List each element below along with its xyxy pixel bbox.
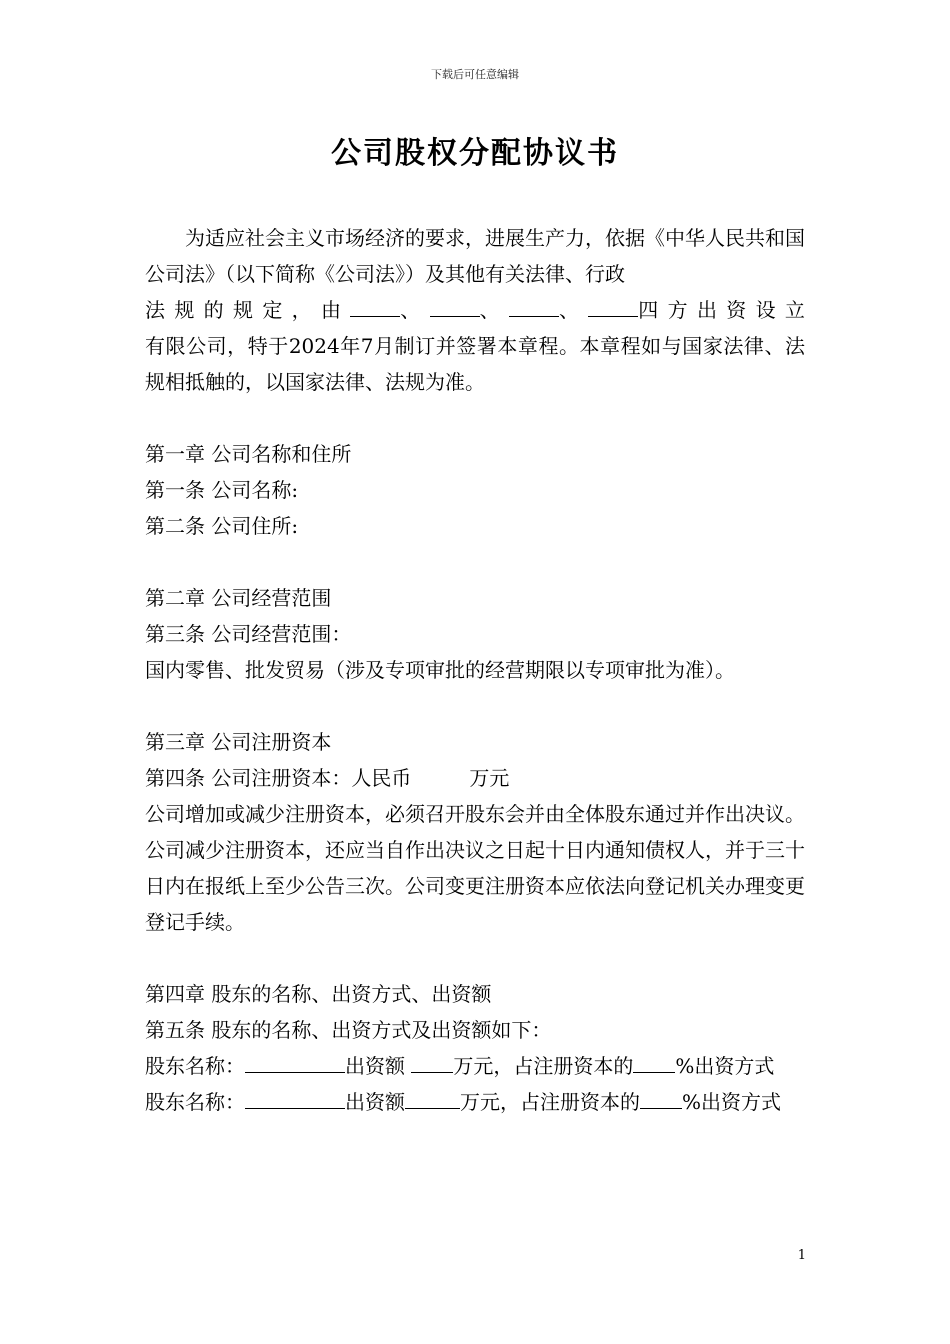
char: 规: [232, 298, 253, 322]
page-number: 1: [797, 1248, 806, 1263]
article-4-prefix: 第四条 公司注册资本：人民币: [145, 766, 412, 790]
preamble-continuation: 有限公司，特于2024年7月制订并签署本章程。本章程如与国家法律、法规相抵触的，以国家法律、法规为准。: [145, 334, 805, 394]
article-4: [145, 760, 805, 796]
shareholder-name-blank[interactable]: [245, 1084, 345, 1109]
document-title: 公司股权分配协议书: [331, 136, 619, 171]
shareholder-row-1: [145, 1048, 805, 1084]
percent-label: %出资方式: [675, 1054, 775, 1078]
founder-blank-4[interactable]: [588, 292, 638, 317]
char: 法: [145, 298, 165, 322]
char: 出: [696, 298, 717, 322]
founder-blank-3[interactable]: [509, 292, 559, 317]
amount-unit: 万元，占注册资本的: [453, 1054, 634, 1078]
chapter-1-heading: 第一章 公司名称和住所: [145, 442, 352, 466]
shareholder-label: 股东名称：: [145, 1090, 245, 1114]
percent-blank[interactable]: [633, 1048, 675, 1073]
founder-blank-2[interactable]: [430, 292, 480, 317]
shareholder-row-2: [145, 1084, 805, 1120]
char: ，: [291, 298, 312, 322]
char: 的: [203, 298, 224, 322]
article-2: 第二条 公司住所:: [145, 514, 299, 538]
capital-change-paragraph: 公司增加或减少注册资本，必须召开股东会并由全体股东通过并作出决议。公司减少注册资本，还应当自作出决议之日起十日内通知债权人，并于三十日内在报纸上至少公告三次。公司变更注册资本应依法向登记机关办理变更登记手续。: [145, 802, 805, 934]
article-3: 第三条 公司经营范围：: [145, 622, 352, 646]
percent-label: %出资方式: [682, 1090, 782, 1114]
document-body: [145, 220, 805, 1120]
preamble-blank-line: [145, 292, 805, 328]
article-1: 第一条 公司名称:: [145, 478, 299, 502]
separator: 、: [558, 298, 579, 322]
amount-blank[interactable]: [411, 1048, 453, 1073]
char: 资: [726, 298, 747, 322]
chapter-4-heading: 第四章 股东的名称、出资方式、出资额: [145, 982, 492, 1006]
preamble-text: 为适应社会主义市场经济的要求，进展生产力，依据《中华人民共和国公司法》（以下简称《公司法》）及其他有关法律、行政: [145, 226, 805, 286]
char: 方: [667, 298, 688, 322]
separator: 、: [400, 298, 421, 322]
header-note: 下载后可任意编辑: [431, 68, 519, 81]
article-5: 第五条 股东的名称、出资方式及出资额如下：: [145, 1018, 552, 1042]
preamble-paragraph: [145, 220, 805, 292]
founder-blank-1[interactable]: [350, 292, 400, 317]
chapter-2-heading: 第二章 公司经营范围: [145, 586, 332, 610]
separator: 、: [479, 298, 500, 322]
amount-unit: 万元，占注册资本的: [460, 1090, 640, 1114]
percent-blank[interactable]: [640, 1084, 682, 1109]
amount-label: 出资额: [345, 1054, 405, 1078]
char: 设: [755, 298, 776, 322]
business-scope: 国内零售、批发贸易（涉及专项审批的经营期限以专项审批为准）。: [145, 658, 735, 682]
article-4-unit: 万元: [469, 766, 510, 790]
shareholder-label: 股东名称：: [145, 1054, 245, 1078]
char: 定: [262, 298, 283, 322]
char: 四: [638, 298, 659, 322]
char: 由: [320, 298, 341, 322]
char: 规: [174, 298, 195, 322]
shareholder-name-blank[interactable]: [245, 1048, 345, 1073]
char: 立: [784, 298, 805, 322]
chapter-3-heading: 第三章 公司注册资本: [145, 730, 332, 754]
amount-label: 出资额: [345, 1090, 405, 1114]
amount-blank[interactable]: [405, 1084, 460, 1109]
